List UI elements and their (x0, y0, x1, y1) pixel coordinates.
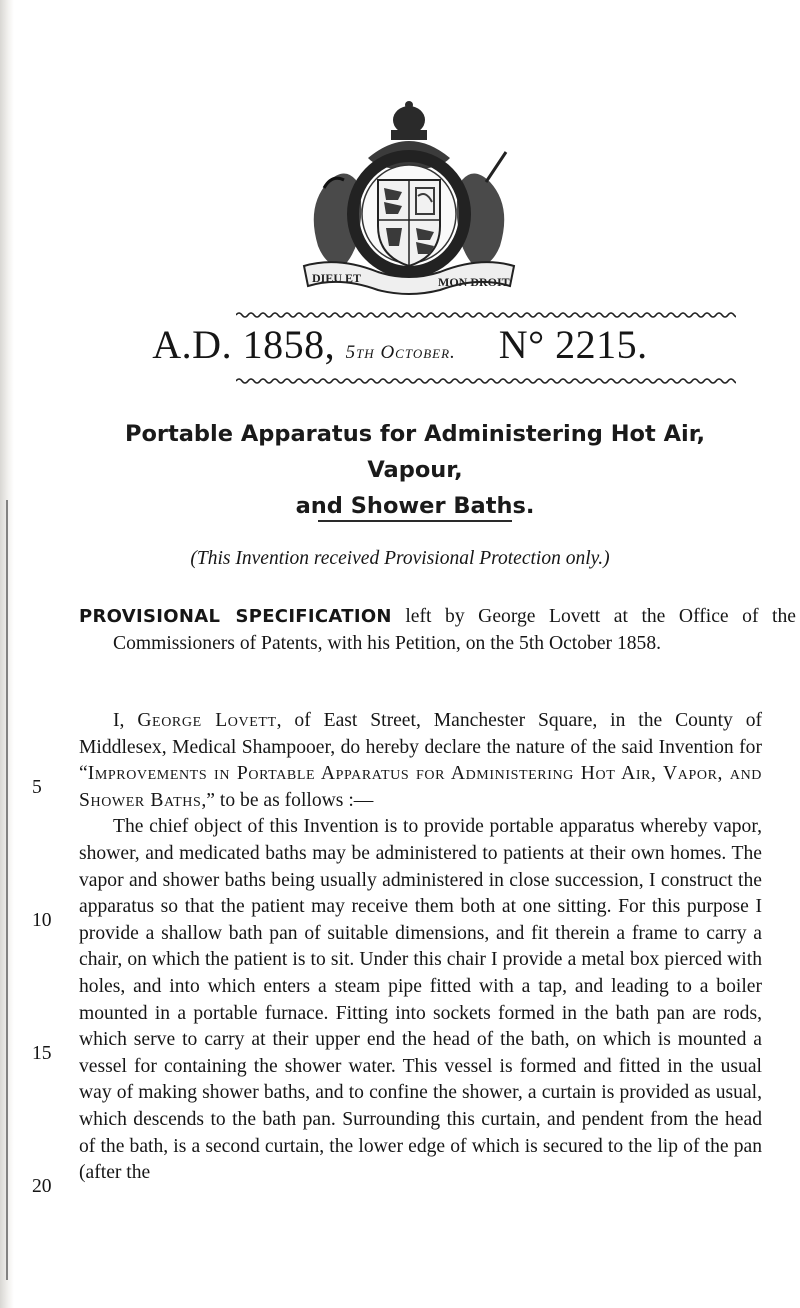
year-label: A.D. 1858, (152, 322, 336, 367)
patent-number: N° 2215. (498, 322, 648, 367)
date-label: 5th October. (345, 342, 456, 363)
royal-arms-seal (298, 96, 520, 296)
line-number: 10 (32, 910, 52, 931)
invention-title-caps: Improvements in Portable Apparatus for Administering Hot Air, Vapor, and Shower Baths (79, 763, 762, 811)
specification-body (79, 708, 762, 1187)
line-number: 15 (32, 1043, 52, 1064)
wavy-rule-bottom (236, 377, 736, 385)
motto-right-text: MON DROIT (438, 275, 510, 289)
patent-title (110, 416, 720, 524)
title-line-2: and Shower Baths. (295, 493, 535, 519)
protection-note: (This Invention received Provisional Protection only.) (190, 548, 610, 569)
specification-paragraph (79, 604, 796, 657)
body-text: , of East Street, Manchester Square, in the County of Middlesex, Medical Shampooer, do hereby declare the nature of the said Invention for “ (79, 710, 763, 785)
line-number: 5 (32, 777, 42, 798)
body-paragraph-2: The chief object of this Invention is to provide portable apparatus whereby vapor, shower, and medicated baths may be administered to patients at their own homes. The vapor and shower baths being usually administered in close succession, I construct the apparatus so that the patient may receive them both at one sitting. For this purpose I provide a shallow bath pan of suitable dimensions, and fit therein a frame to carry a chair, on which the patient is to sit. Under this chair I provide a metal box pierced with holes, and into which enters a steam pipe fitted with a tap, and leading to a boiler mounted in a portable furnace. Fitting into sockets formed in the bath pan are rods, which serve to carry at their upper end the head of the bath, on which is mounted a vessel for containing the shower water. This vessel is formed and fitted in the usual way of making shower baths, and to confine the shower, a curtain is provided as usual, which descends to the bath pan. Surrounding this curtain, and pendent from the head of the bath, is a second curtain, the lower edge of which is secured to the lip of the pan (after the (79, 816, 762, 1184)
specification-text: left by George Lovett at the Office of the Commissioners of Patents, with his Petition, on the 5th October 1858. (113, 606, 796, 654)
title-divider (318, 520, 512, 522)
body-paragraph-1 (79, 708, 762, 814)
specification-lead: PROVISIONAL SPECIFICATION (79, 606, 392, 627)
body-text: I, (113, 710, 138, 731)
title-line-1: Portable Apparatus for Administering Hot Air, Vapour, (124, 421, 706, 483)
line-number: 20 (32, 1176, 52, 1197)
patent-date-line (0, 318, 800, 372)
binding-edge (6, 500, 8, 1280)
body-text: ,” to be as follows :— (201, 789, 374, 811)
inventor-name: George Lovett (137, 710, 277, 731)
motto-left-text: DIEU ET (312, 271, 362, 285)
